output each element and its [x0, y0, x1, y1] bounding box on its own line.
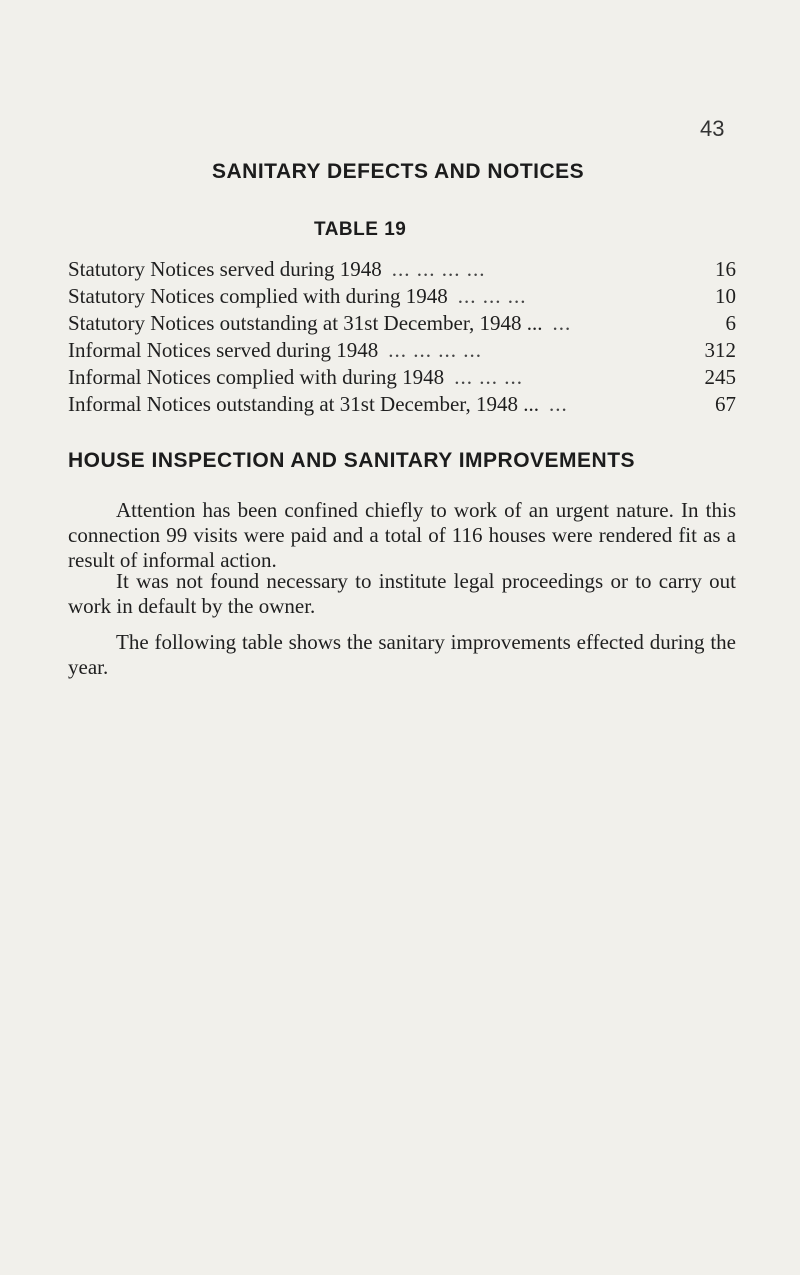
row-leader-dots: ... [548, 392, 568, 416]
table-row [68, 310, 736, 337]
section-title-sanitary-defects: SANITARY DEFECTS AND NOTICES [212, 160, 585, 183]
row-value: 6 [725, 311, 736, 335]
row-leader-dots: ... [552, 311, 572, 335]
row-leader-dots: ... ... ... ... [388, 338, 483, 362]
row-leader-dots: ... ... ... [457, 284, 527, 308]
table-row [68, 364, 736, 391]
row-value: 245 [704, 365, 736, 389]
row-value: 312 [704, 338, 736, 362]
paragraph: Attention has been confined chiefly to work of an urgent nature. In this connection 99 visits were paid and a total of 116 houses were rendered fit as a result of informal action. [68, 498, 736, 572]
row-leader-dots: ... ... ... ... [391, 257, 486, 281]
row-label: Informal Notices complied with during 1948 [68, 365, 445, 389]
paragraph: The following table shows the sanitary improvements effected during the year. [68, 630, 736, 679]
table-row [68, 283, 736, 310]
row-label: Informal Notices outstanding at 31st December, 1948 ... [68, 392, 539, 416]
notices-table [68, 256, 736, 418]
row-value: 16 [715, 257, 736, 281]
row-value: 67 [715, 392, 736, 416]
row-leader-dots: ... ... ... [454, 365, 523, 389]
row-label: Statutory Notices outstanding at 31st December, 1948 ... [68, 311, 543, 335]
row-value: 10 [715, 284, 736, 308]
table-row [68, 337, 736, 364]
paragraph: It was not found necessary to institute legal proceedings or to carry out work in default by the owner. [68, 569, 736, 618]
section-title-house-inspection: HOUSE INSPECTION AND SANITARY IMPROVEMENTS [68, 449, 636, 472]
table-row [68, 256, 736, 283]
table-title: TABLE 19 [314, 219, 407, 240]
page-number: 43 [700, 116, 725, 141]
table-row [68, 391, 736, 418]
row-label: Statutory Notices complied with during 1948 [68, 284, 448, 308]
row-label: Statutory Notices served during 1948 [68, 257, 382, 281]
row-label: Informal Notices served during 1948 [68, 338, 379, 362]
